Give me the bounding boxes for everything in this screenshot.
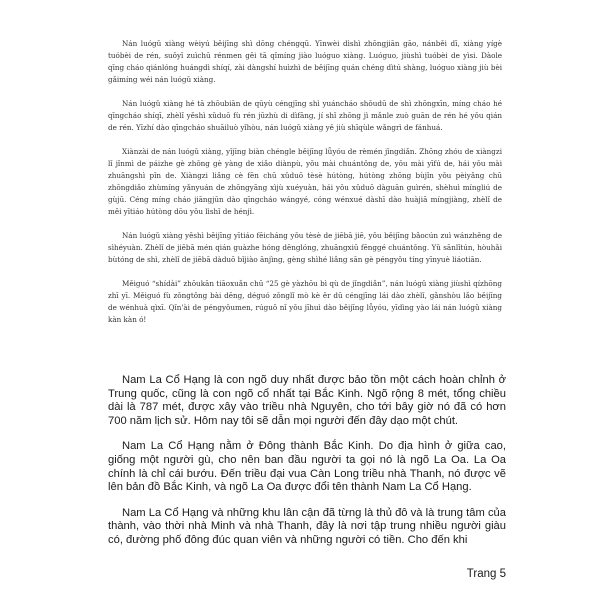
pinyin-paragraph: Nán luógǔ xiàng yěshì běijīng yītiáo fēicháng yǒu tèsè de jiēbā jiē, yǒu běijīng bǎocún zuì wánzhěng de sìhéyuàn. Zhèlǐ de jiēbā mén qián guàzhe hóng dēnglóng, zhuāngxiū fēnggé chuántǒng. Yǔ sānlǐtún, hòuhǎi bùtóng de shì, zhèlǐ de jiēbā dàduō bǐjiào ānjìng, gèng shìhé liǎng sān gè péngyǒu tíng yīnyuè liáotiān. xyxy=(108,231,502,264)
vietnamese-paragraph: Nam La Cổ Hạng và những khu lân cận đã từng là thủ đô và là trung tâm của thành, vào thời nhà Minh và nhà Thanh, đây là nơi tập trung nhiều người giàu có, đường phố đông đúc quan viên và những người có tiền. Cho đến khi xyxy=(108,506,506,546)
vietnamese-paragraph: Nam La Cổ Hạng nằm ở Đông thành Bắc Kinh. Do địa hình ở giữa cao, giống một người gù, cho nên ban đầu người ta gọi nó là ngõ La Oa. La Oa chính là chỉ cái bướu. Đến triều đại vua Càn Long triều nhà Thanh, nó được vẽ lên bản đồ Bắc Kinh, và ngõ La Oa được đổi tên thành Nam La Cổ Hạng. xyxy=(108,440,506,494)
vietnamese-text-block xyxy=(108,374,506,560)
pinyin-paragraph: Nán luógǔ xiàng hé tā zhōubiān de qūyù céngjīng shì yuáncháo shǒudū de shì zhōngxīn, míng cháo hé qīngcháo shíqī, zhèlǐ yěshì xǔduō fù rén jūzhù di dìfāng, jí shǐ zhōng jì mǎnle zuò guān de rén hé yǒu qián de rén. Yīzhí dào qīngcháo shuāiluò yǐhòu, nán luógǔ xiàng yě jiù shīqùle wǎngrì de fánhuá. xyxy=(108,99,502,132)
pinyin-paragraph: Měiguó “shídài” zhōukān tiāoxuǎn chū “25 gè yàzhōu bì qù de jǐngdiǎn”, nán luógǔ xiàng jiùshì qízhōng zhī yī. Měiguó fù zǒngtǒng bài dēng, déguó zǒnglǐ mò kè ěr dū céngjīng lái dào zhèlǐ, gǎnshòu lǎo běijīng de wénhuà qìxī. Qǐn'ài de péngyǒumen, rúguǒ nǐ yǒu jīhuì dào běijīng lǚyóu, yīdìng yào lái nán luógǔ xiàng kàn kàn ó! xyxy=(108,279,502,324)
page-number: Trang 5 xyxy=(466,568,506,580)
vietnamese-paragraph: Nam La Cổ Hạng là con ngõ duy nhất được bảo tồn một cách hoàn chỉnh ở Trung quốc, cũng là con ngõ cổ nhất tại Bắc Kinh. Ngõ rộng 8 mét, tổng chiều dài là 787 mét, được xây vào triều nhà Nguyên, cho tới bây giờ nó đã có hơn 700 năm lịch sử. Hôm nay tôi sẽ dẫn mọi người đến đây dạo một chút. xyxy=(108,374,506,427)
pinyin-paragraph: Xiànzài de nán luógǔ xiàng, yǐjīng biàn chéngle běijīng lǚyóu de rèmén jǐngdiǎn. Zhōng zhóu de xiàngzi lǐ jǐnmì de páizhe gè zhǒng gè yàng de xiǎo diànpù, yǒu mài chuántǒng de, yǒu mài yīfú de, hái yǒu mài zhuāngshì pǐn de. Xiàngzi liǎng cè fēn chū xǔduō tèsè hútòng, hútòng zhōng bùjǐn yǒu pèiyǎng chū zhōngdiǎo zhùmíng yǎnyuán de zhōngyāng xìjù xuéyuàn, hái yǒu xǔduō dàguān guìrén, shèhuì míngliú de gùjū. Céng míng cháo jiāngjūn dào qīngcháo wángyé, cóng wénxué dàshī dào huàjiā míngjiàng, zhèlǐ de měi yītiáo hútòng dōu yǒu lìshǐ de hénjì. xyxy=(108,147,502,216)
pinyin-paragraph: Nán luógǔ xiàng wèiyú běijīng shì dōng chéngqū. Yīnwèi dìshì zhōngjiān gāo, nánběi dī, xiàng yígè tuóbèi de rén, suǒyǐ zuìchū rénmen gěi tā qǐmíng jiào luóguo xiàng. Luóguo, jiùshì tuóbèi de yìsi. Dàole qīng cháo qiánlóng huángdì shíqí, zài dàngshí huìzhì de běijīng quán chéng dìtú shàng, luóguo xiàng jiù bèi gǎimíng wéi nán luógǔ xiàng. xyxy=(108,39,502,84)
pinyin-text-block xyxy=(108,38,502,338)
